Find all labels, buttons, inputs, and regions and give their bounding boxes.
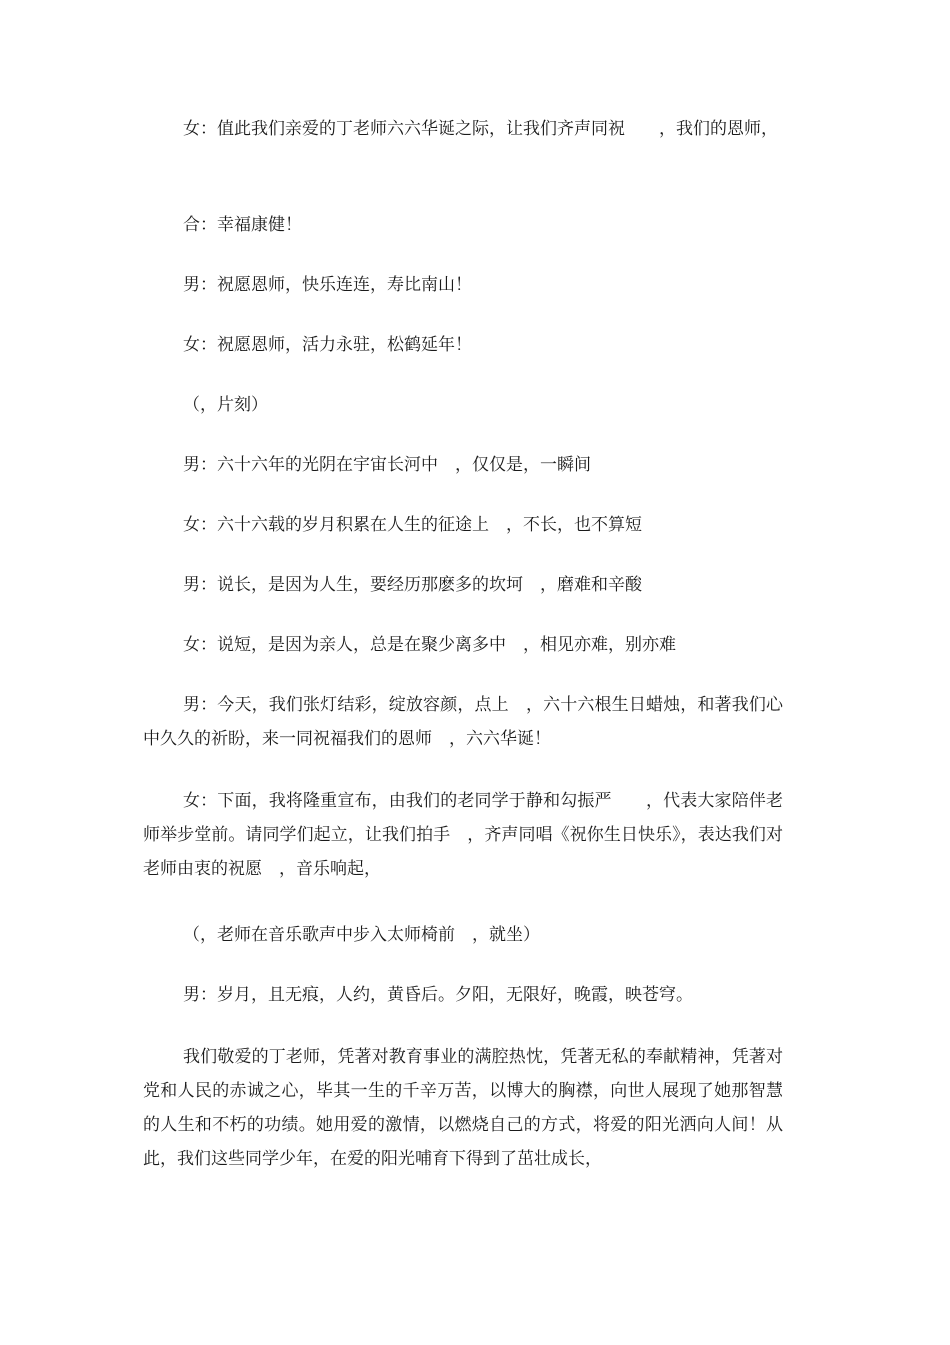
paragraph-13: 男：岁月，且无痕，人约，黄昏后。夕阳，无限好，晚霞，映苍穹。 xyxy=(183,985,693,1005)
paragraph-10: 男：今天，我们张灯结彩，绽放容颜，点上 ，六十六根生日蜡烛，和著我们心中久久的祈盼，来一同祝福我们的恩师 ，六六华诞！ xyxy=(143,695,783,749)
paragraph-6: 男：六十六年的光阴在宇宙长河中 ，仅仅是，一瞬间 xyxy=(183,455,591,475)
paragraph-9: 女：说短，是因为亲人，总是在聚少离多中 ，相见亦难，别亦难 xyxy=(183,635,676,655)
paragraph-7: 女：六十六载的岁月积累在人生的征途上 ，不长，也不算短 xyxy=(183,515,642,535)
paragraph-1: 女：值此我们亲爱的丁老师六六华诞之际，让我们齐声同祝 ，我们的恩师， xyxy=(183,119,778,139)
paragraph-5: （，片刻） xyxy=(183,395,268,415)
paragraph-14: 我们敬爱的丁老师，凭著对教育事业的满腔热忱，凭著无私的奉献精神，凭著对党和人民的赤诚之心，毕其一生的千辛万苦，以博大的胸襟，向世人展现了她那智慧的人生和不朽的功绩。她用爱的激情，以燃烧自己的方式，将爱的阳光洒向人间！从此，我们这些同学少年，在爱的阳光哺育下得到了茁壮成长， xyxy=(143,1047,783,1169)
paragraph-4: 女：祝愿恩师，活力永驻，松鹤延年！ xyxy=(183,335,472,355)
paragraph-8: 男：说长，是因为人生，要经历那麽多的坎坷 ，磨难和辛酸 xyxy=(183,575,642,595)
paragraph-11: 女：下面，我将隆重宣布，由我们的老同学于静和勾振严 ，代表大家陪伴老师举步堂前。请同学们起立，让我们拍手 ，齐声同唱《祝你生日快乐》，表达我们对老师由衷的祝愿 ，音乐响起， xyxy=(143,791,783,879)
paragraph-2: 合：幸福康健！ xyxy=(183,215,302,235)
paragraph-3: 男：祝愿恩师，快乐连连，寿比南山！ xyxy=(183,275,472,295)
paragraph-12: （，老师在音乐歌声中步入太师椅前 ，就坐） xyxy=(183,925,540,945)
